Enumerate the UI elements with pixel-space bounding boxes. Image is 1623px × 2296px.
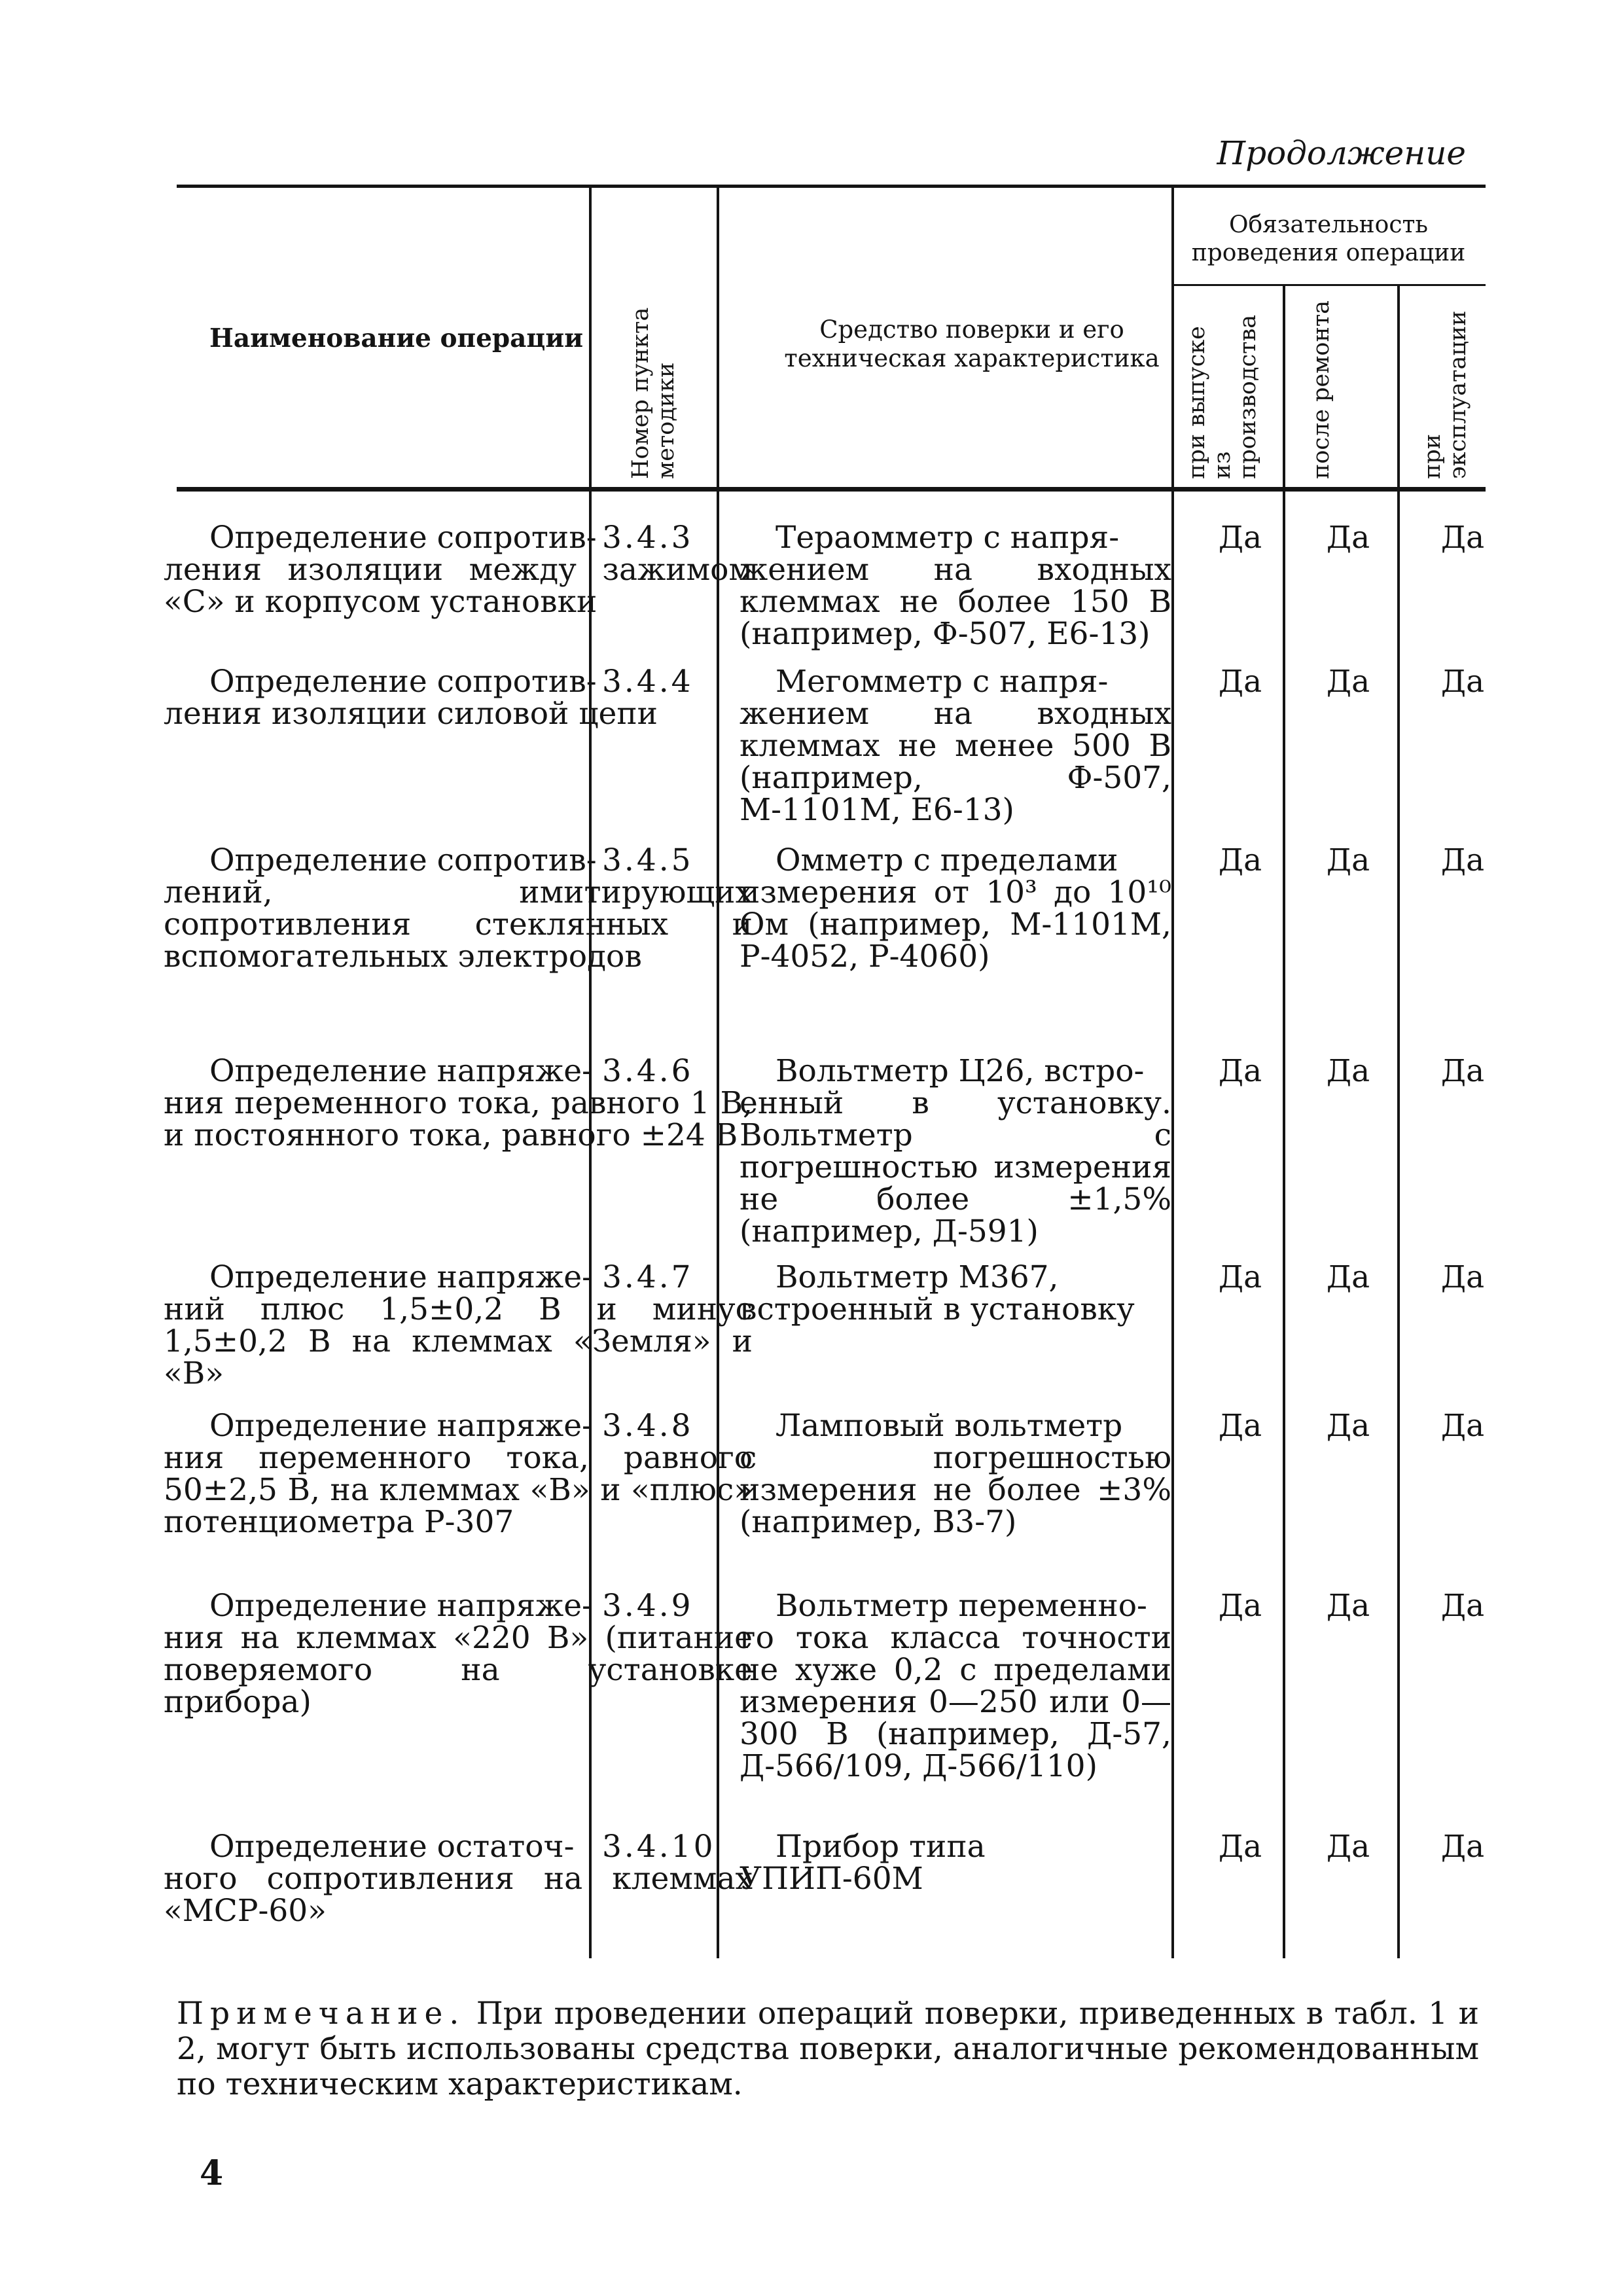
at-release-value: Да <box>1218 664 1262 700</box>
in-operation-value: Да <box>1440 1829 1485 1865</box>
verification-means: Омметр с пределами измерения от 10³ до 10¹⁰ Ом (например, М-1101М, Р-4052, Р-4060) <box>740 842 1171 975</box>
after-repair-value: Да <box>1326 1259 1370 1295</box>
footnote-text: При проведении операций поверки, приведенных в табл. 1 и 2, могут быть использованы средства поверки, аналогичные рекомендованным по техническим характеристикам. <box>177 1996 1479 2102</box>
header-operation-name: Наименование операции <box>209 323 584 353</box>
verification-means: Вольтметр Ц26, встро- енный в установку. Вольтметр с погрешностью измерения не более ±1,5% (например, Д-591) <box>740 1053 1171 1249</box>
after-repair-value: Да <box>1326 842 1370 878</box>
at-release-value: Да <box>1218 520 1262 556</box>
in-operation-value: Да <box>1440 520 1485 556</box>
method-item: 3.4.10 <box>602 1829 716 1865</box>
at-release-value: Да <box>1218 1408 1262 1444</box>
at-release-value: Да <box>1218 1588 1262 1624</box>
header-verification-means: Средство поверки и его техническая характеристика <box>784 315 1160 373</box>
at-release-value: Да <box>1218 1053 1262 1089</box>
after-repair-value: Да <box>1326 1829 1370 1865</box>
header-method-item-number: Номер пункта методики <box>628 307 680 479</box>
divider-3 <box>1171 185 1174 1958</box>
in-operation-value: Да <box>1440 842 1485 878</box>
operation-name: Определение сопротив- ления изоляции между зажимом «С» и корпусом установки <box>164 520 753 620</box>
at-release-value: Да <box>1218 842 1262 878</box>
at-release-value: Да <box>1218 1259 1262 1295</box>
divider-5 <box>1397 284 1400 1958</box>
footnote-label: Примечание. <box>177 1996 466 2032</box>
in-operation-value: Да <box>1440 664 1485 700</box>
operation-name: Определение сопротив- лений, имитирующих сопротивления стеклянных и вспомогательных электродов <box>164 842 753 975</box>
operation-name: Определение напряже- ний плюс 1,5±0,2 В и минус 1,5±0,2 В на клеммах «Земля» и «В» <box>164 1259 753 1391</box>
at-release-value: Да <box>1218 1829 1262 1865</box>
header-after-repair: после ремонта <box>1308 300 1334 479</box>
after-repair-value: Да <box>1326 1588 1370 1624</box>
method-item: 3.4.4 <box>602 664 694 700</box>
after-repair-value: Да <box>1326 520 1370 556</box>
operation-name: Определение напряже- ния переменного тока, равного 50±2,5 В, на клеммах «В» и «плюс» потенциометра Р-307 <box>164 1408 753 1540</box>
in-operation-value: Да <box>1440 1259 1485 1295</box>
verification-means: Мегомметр с напря- жением на входных клеммах не менее 500 В (например, Ф-507, М-1101М, Е6-13) <box>740 664 1171 828</box>
operation-name: Определение напряже- ния на клеммах «220 В» (питание поверяемого на установке прибора) <box>164 1588 753 1720</box>
verification-means: Вольтметр М367, встроенный в установку <box>740 1259 1135 1327</box>
footnote <box>177 1996 1479 2102</box>
table-top-rule <box>177 185 1486 188</box>
operation-name: Определение остаточ- ного сопротивления на клеммах «МСР-60» <box>164 1829 753 1929</box>
method-item: 3.4.7 <box>602 1259 694 1295</box>
after-repair-value: Да <box>1326 664 1370 700</box>
method-item: 3.4.9 <box>602 1588 694 1624</box>
method-item: 3.4.8 <box>602 1408 694 1444</box>
method-item: 3.4.3 <box>602 520 694 556</box>
after-repair-value: Да <box>1326 1408 1370 1444</box>
operation-name: Определение сопротив- ления изоляции силовой цепи <box>164 664 658 732</box>
verification-means: Ламповый вольтметр с погрешностью измерения не более ±3% (например, В3-7) <box>740 1408 1171 1540</box>
header-obligation: Обязательность проведения операции <box>1191 211 1466 267</box>
in-operation-value: Да <box>1440 1408 1485 1444</box>
in-operation-value: Да <box>1440 1588 1485 1624</box>
method-item: 3.4.5 <box>602 842 694 878</box>
verification-means: Вольтметр переменно- го тока класса точности не хуже 0,2 с пределами измерения 0—250 или 0—300 В (например, Д-57, Д-566/109, Д-566/110) <box>740 1588 1171 1784</box>
verification-means: Тераомметр с напря- жением на входных клеммах не более 150 В (например, Ф-507, Е6-13) <box>740 520 1171 652</box>
obligation-subheader-rule <box>1171 284 1486 286</box>
in-operation-value: Да <box>1440 1053 1485 1089</box>
after-repair-value: Да <box>1326 1053 1370 1089</box>
page-number: 4 <box>200 2153 224 2193</box>
continuation-label: Продолжение <box>1217 134 1466 172</box>
operation-name: Определение напряже- ния переменного тока, равного 1 В, и постоянного тока, равного ±24 В <box>164 1053 753 1153</box>
header-at-release: при выпуске из производства <box>1184 314 1262 479</box>
header-bottom-rule <box>177 487 1486 492</box>
verification-means: Прибор типа УПИП-60М <box>740 1829 986 1897</box>
header-in-operation: при эксплуатации <box>1419 310 1472 479</box>
method-item: 3.4.6 <box>602 1053 694 1089</box>
